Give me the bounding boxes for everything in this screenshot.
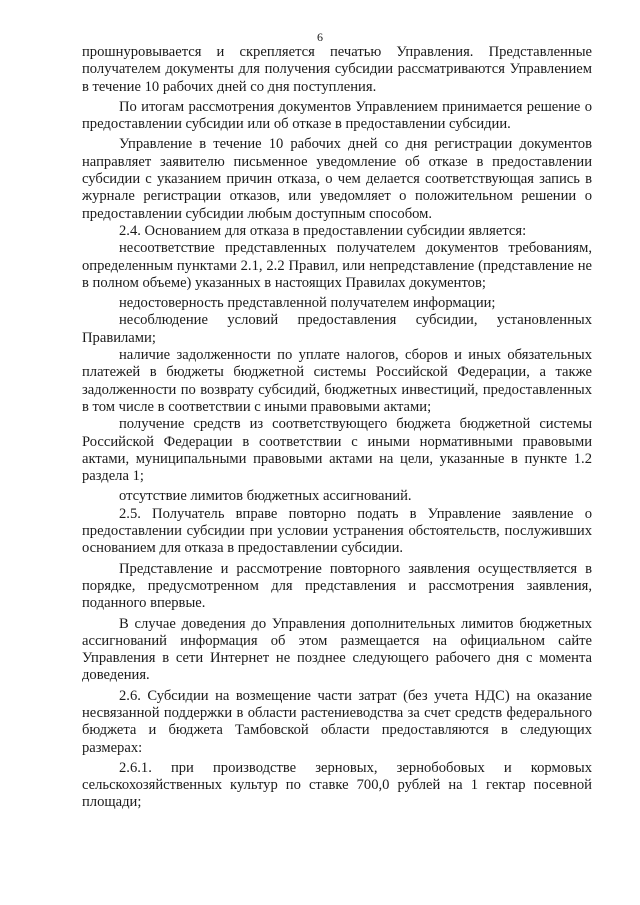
list-item: несоответствие представленных получателем документов требованиям, определенным пунктами 2.1, 2.2 Правил, или непредставление (представление не в полном объеме) указанных в настоящих Правилах документов; [82, 240, 592, 291]
paragraph: По итогам рассмотрения документов Управлением принимается решение о предоставлении субсидии или об отказе в предоставлении субсидии. [82, 98, 592, 133]
page-number: 6 [317, 30, 323, 44]
list-item: отсутствие лимитов бюджетных ассигнований. [119, 488, 412, 505]
section-2-6: 2.6. Субсидии на возмещение части затрат (без учета НДС) на оказание несвязанной поддержки в области растениеводства за счет средств федерального бюджета и бюджета Тамбовской области предоставляются в следующих размерах: [82, 687, 592, 756]
section-heading-2-4: 2.4. Основанием для отказа в предоставлении субсидии является: [119, 222, 527, 239]
list-item: недостоверность представленной получателем информации; [119, 295, 496, 312]
list-item: получение средств из соответствующего бюджета бюджетной системы Российской Федерации в соответствии с иными нормативными правовыми актами, муниципальными правовыми актами на цели, указанные в пункте 1.2 раздела 1; [82, 416, 592, 485]
list-item: несоблюдение условий предоставления субсидии, установленных Правилами; [82, 312, 592, 346]
subsection-2-6-1: 2.6.1. при производстве зерновых, зернобобовых и кормовых сельскохозяйственных культур по ставке 700,0 рублей на 1 гектар посевной площади; [82, 759, 592, 811]
paragraph: Представление и рассмотрение повторного заявления осуществляется в порядке, предусмотренном для представления и рассмотрения заявления, поданного впервые. [82, 560, 592, 612]
list-item: наличие задолженности по уплате налогов, сборов и иных обязательных платежей в бюджеты бюджетной системы Российской Федерации, а также задолженности по возврату субсидий, бюджетных инвестиций, предоставленных в том числе в соответствии с иными правовыми актами; [82, 347, 592, 415]
document-body [82, 44, 592, 812]
paragraph: В случае доведения до Управления дополнительных лимитов бюджетных ассигнований информация об этом размещается на официальном сайте Управления в сети Интернет не позднее следующего рабочего дня с момента доведения. [82, 615, 592, 684]
paragraph: Управление в течение 10 рабочих дней со дня регистрации документов направляет заявителю письменное уведомление об отказе в предоставлении субсидии с указанием причин отказа, о чем делается соответствующая запись в журнале регистрации отказов, или уведомляет о положительном решении о предоставлении субсидии любым доступным способом. [82, 136, 592, 222]
section-2-5: 2.5. Получатель вправе повторно подать в Управление заявление о предоставлении субсидии при условии устранения обстоятельств, послуживших основанием для отказа в предоставлении субсидии. [82, 505, 592, 557]
paragraph: прошнуровывается и скрепляется печатью Управления. Представленные получателем документы для получения субсидии рассматриваются Управлением в течение 10 рабочих дней со дня поступления. [82, 44, 592, 95]
